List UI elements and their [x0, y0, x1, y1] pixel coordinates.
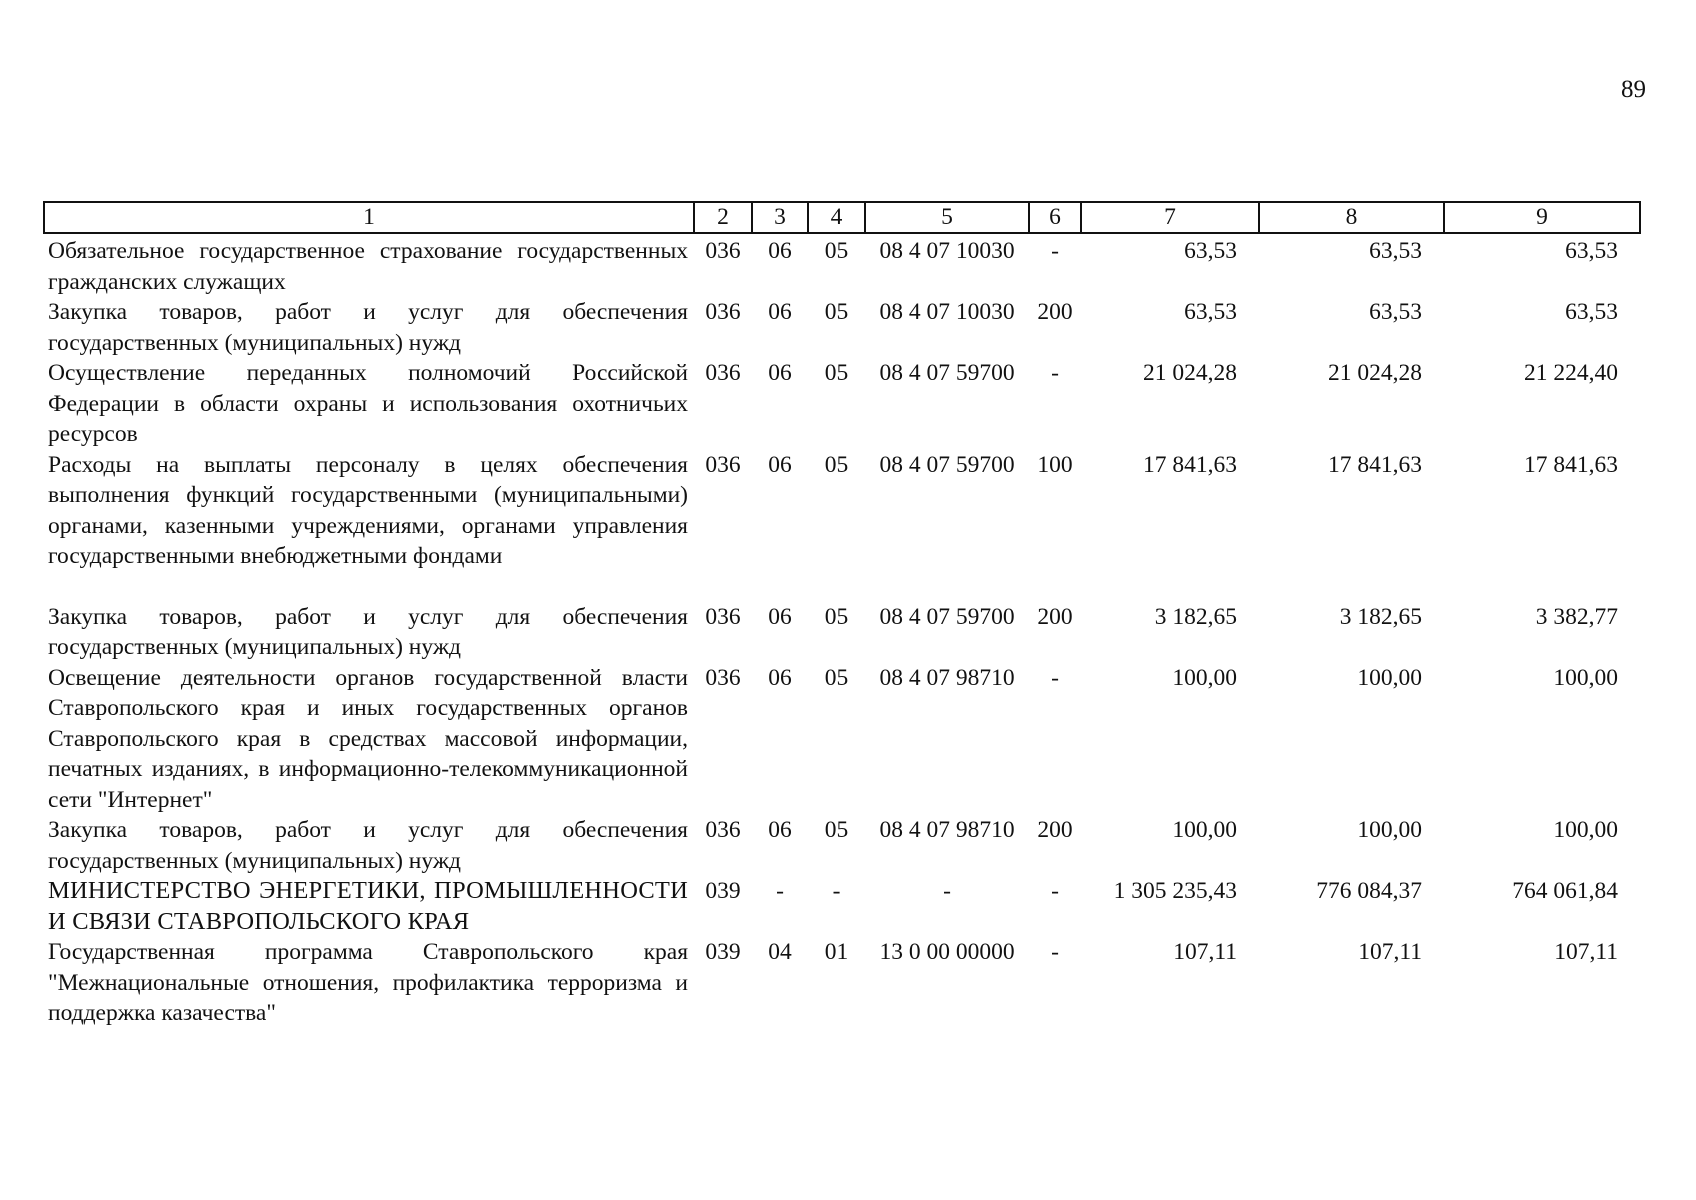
- row-target-code: 08 4 07 59700: [879, 360, 1015, 386]
- row-section-code: 06: [768, 451, 792, 478]
- header-cell: 7: [1081, 202, 1259, 233]
- row-amount-9: 21 224,40: [1524, 360, 1618, 386]
- row-ministry-code: 036: [705, 817, 741, 843]
- row-amount-7: 1 305 235,43: [1113, 878, 1237, 904]
- row-target-code: 08 4 07 59700: [879, 603, 1015, 630]
- table-row: [44, 358, 1640, 450]
- row-target-code: 08 4 07 10030: [879, 238, 1015, 264]
- row-subsection-code: 05: [824, 664, 849, 691]
- row-section-code: 06: [768, 664, 792, 691]
- row-ministry-code: 036: [705, 360, 741, 386]
- table-row: [44, 815, 1640, 876]
- header-cell: 3: [752, 202, 808, 233]
- row-expense-type: -: [1051, 238, 1059, 264]
- row-ministry-code: 036: [705, 451, 741, 478]
- header-cell: 8: [1259, 202, 1444, 233]
- header-cell: 2: [694, 202, 752, 233]
- row-ministry-code: 036: [705, 238, 741, 264]
- row-amount-9: 17 841,63: [1524, 451, 1618, 478]
- row-amount-9: 63,53: [1565, 299, 1618, 325]
- row-target-code: 08 4 07 10030: [879, 299, 1015, 325]
- row-target-code: 08 4 07 98710: [879, 664, 1015, 691]
- row-amount-7: 63,53: [1184, 238, 1237, 264]
- row-amount-7: 100,00: [1172, 817, 1237, 843]
- row-section-code: 06: [768, 299, 792, 325]
- table-row: [44, 602, 1640, 663]
- row-amount-9: 3 382,77: [1535, 603, 1618, 630]
- row-subsection-code: 05: [824, 299, 849, 325]
- row-amount-7: 107,11: [1173, 939, 1237, 965]
- table-row: [44, 450, 1640, 602]
- row-subsection-code: 05: [824, 238, 849, 264]
- table-header: [44, 202, 1640, 233]
- row-name: Закупка товаров, работ и услуг для обеспечения государственных (муниципальных) нужд: [48, 817, 688, 874]
- row-amount-8: 100,00: [1357, 664, 1422, 691]
- row-expense-type: -: [1051, 360, 1059, 386]
- row-ministry-code: 036: [705, 603, 741, 630]
- row-section-code: 04: [768, 939, 792, 965]
- row-expense-type: 100: [1037, 451, 1073, 478]
- table-row: [44, 233, 1640, 297]
- header-cell: 9: [1444, 202, 1640, 233]
- row-amount-9: 100,00: [1553, 817, 1618, 843]
- row-section-code: 06: [768, 603, 792, 630]
- row-amount-7: 3 182,65: [1154, 603, 1237, 630]
- row-amount-8: 3 182,65: [1339, 603, 1422, 630]
- row-name: Обязательное государственное страхование государственных гражданских служащих: [48, 238, 688, 295]
- row-subsection-code: 05: [824, 451, 849, 478]
- table-body: [44, 233, 1640, 1029]
- header-cell: 6: [1029, 202, 1081, 233]
- row-name: Закупка товаров, работ и услуг для обеспечения государственных (муниципальных) нужд: [48, 299, 688, 356]
- row-section-code: 06: [768, 360, 792, 386]
- row-subsection-code: 05: [824, 603, 849, 630]
- row-expense-type: -: [1051, 878, 1059, 904]
- row-amount-9: 100,00: [1553, 664, 1618, 691]
- row-subsection-code: -: [832, 878, 841, 904]
- row-name: Расходы на выплаты персоналу в целях обеспечения выполнения функций государственными (муниципальными) органами, казенными учреждениями, органами управления государственными внебюджетными фондами: [48, 451, 688, 569]
- row-expense-type: 200: [1037, 299, 1073, 325]
- row-amount-7: 63,53: [1184, 299, 1237, 325]
- header-cell: 1: [44, 202, 694, 233]
- row-name: Закупка товаров, работ и услуг для обеспечения государственных (муниципальных) нужд: [48, 603, 688, 660]
- row-expense-type: 200: [1037, 817, 1073, 843]
- row-ministry-code: 036: [705, 664, 741, 691]
- row-amount-8: 107,11: [1358, 939, 1422, 965]
- row-amount-9: 107,11: [1554, 939, 1618, 965]
- row-target-code: -: [943, 878, 951, 904]
- row-ministry-code: 039: [705, 939, 741, 965]
- row-name: Освещение деятельности органов государственной власти Ставропольского края и иных государственных органов Ставропольского края в средствах массовой информации, печатных изданиях, в информационно-телекоммуникационной сети "Интернет": [48, 664, 688, 813]
- row-section-code: 06: [768, 817, 792, 843]
- row-amount-8: 63,53: [1369, 238, 1422, 264]
- row-amount-9: 63,53: [1565, 238, 1618, 264]
- row-section-code: 06: [768, 238, 792, 264]
- row-amount-9: 764 061,84: [1512, 878, 1618, 904]
- page-number: 89: [1621, 76, 1646, 103]
- row-subsection-code: 05: [824, 817, 849, 843]
- table-row: [44, 663, 1640, 816]
- row-target-code: 13 0 00 00000: [879, 939, 1015, 965]
- row-subsection-code: 01: [824, 939, 849, 965]
- row-name: МИНИСТЕРСТВО ЭНЕРГЕТИКИ, ПРОМЫШЛЕННОСТИ И СВЯЗИ СТАВРОПОЛЬСКОГО КРАЯ: [48, 877, 688, 935]
- row-amount-7: 17 841,63: [1143, 451, 1237, 478]
- row-amount-8: 63,53: [1369, 299, 1422, 325]
- row-amount-7: 100,00: [1172, 664, 1237, 691]
- header-cell: 4: [808, 202, 865, 233]
- budget-table: [43, 201, 1641, 1029]
- row-subsection-code: 05: [824, 360, 849, 386]
- row-name: Осуществление переданных полномочий Российской Федерации в области охраны и использования охотничьих ресурсов: [48, 360, 688, 447]
- row-expense-type: 200: [1037, 603, 1073, 630]
- table-row: [44, 297, 1640, 358]
- row-amount-8: 21 024,28: [1328, 360, 1422, 386]
- row-amount-7: 21 024,28: [1143, 360, 1237, 386]
- row-expense-type: -: [1051, 664, 1059, 691]
- header-cell: 5: [865, 202, 1029, 233]
- table-row: [44, 937, 1640, 1029]
- row-name: Государственная программа Ставропольского края "Межнациональные отношения, профилактика терроризма и поддержка казачества": [48, 939, 688, 1026]
- row-target-code: 08 4 07 59700: [879, 451, 1015, 478]
- row-amount-8: 17 841,63: [1328, 451, 1422, 478]
- row-ministry-code: 036: [705, 299, 741, 325]
- row-amount-8: 100,00: [1357, 817, 1422, 843]
- row-target-code: 08 4 07 98710: [879, 817, 1015, 843]
- row-expense-type: -: [1051, 939, 1059, 965]
- table-row-ministry: [44, 876, 1640, 937]
- row-ministry-code: 039: [705, 878, 741, 904]
- row-amount-8: 776 084,37: [1316, 878, 1422, 904]
- row-section-code: -: [776, 878, 784, 904]
